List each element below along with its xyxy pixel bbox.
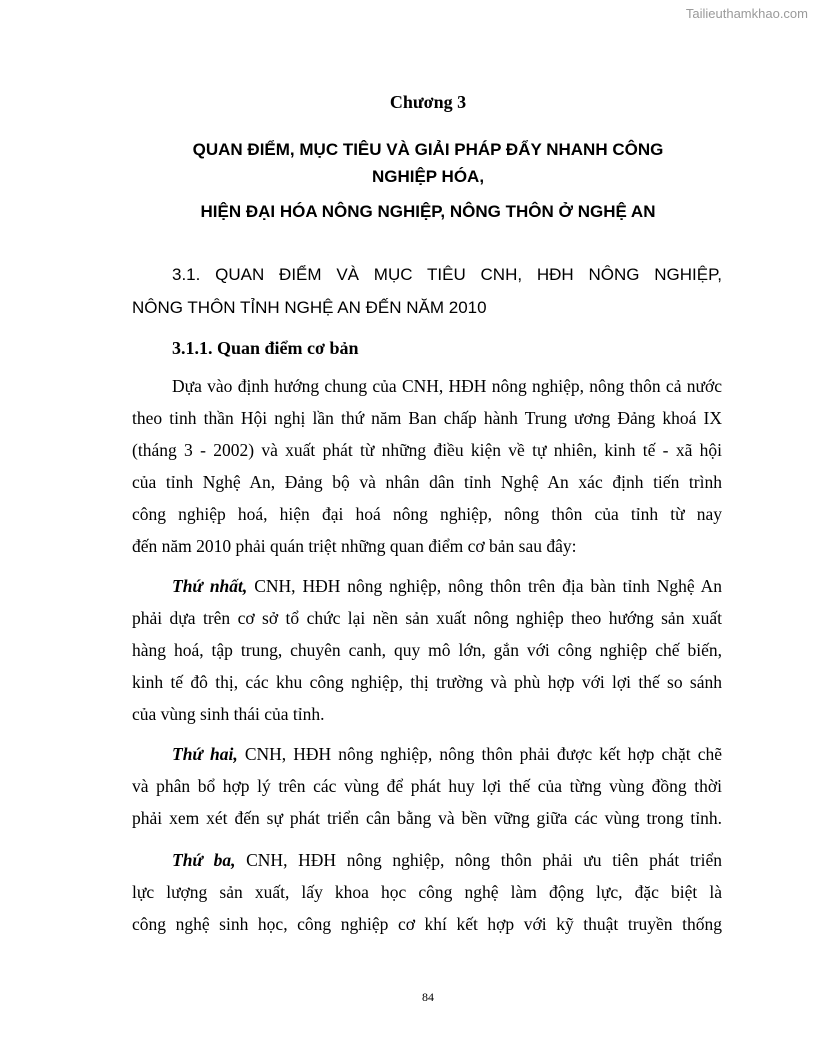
paragraph-line: theo tinh thần Hội nghị lần thứ năm Ban chấp hành Trung ương Đảng khoá IX	[132, 408, 722, 428]
paragraph-line: lực lượng sản xuất, lấy khoa học công nghệ làm động lực, đặc biệt là	[132, 882, 722, 902]
chapter-title-line: QUAN ĐIỂM, MỤC TIÊU VÀ GIẢI PHÁP ĐẨY NHANH CÔNG	[192, 140, 664, 159]
chapter-heading: Chương 3	[389, 92, 467, 112]
chapter-title-line: HIỆN ĐẠI HÓA NÔNG NGHIỆP, NÔNG THÔN Ở NGHỆ AN	[200, 202, 656, 221]
subsection-heading: 3.1.1. Quan điểm cơ bản	[172, 338, 359, 358]
paragraph-first-line	[172, 576, 722, 597]
paragraph-line: phải dựa trên cơ sở tổ chức lại nền sản xuất nông nghiệp theo hướng sản xuất	[132, 608, 722, 628]
paragraph-line: Dựa vào định hướng chung của CNH, HĐH nông nghiệp, nông thôn cả nước	[172, 376, 722, 396]
paragraph-line: công nghiệp hoá, hiện đại hoá nông nghiệp, nông thôn của tỉnh từ nay	[132, 504, 722, 524]
page-number: 84	[422, 990, 434, 1004]
paragraph-line: kinh tế đô thị, các khu công nghiệp, thị trường và phù hợp với lợi thế so sánh	[132, 672, 722, 692]
paragraph-line: hàng hoá, tập trung, chuyên canh, quy mô lớn, gắn với công nghiệp chế biến,	[132, 640, 722, 660]
paragraph-lead: Thứ nhất,	[172, 576, 248, 596]
watermark: Tailieuthamkhao.com	[685, 6, 808, 21]
section-heading-line: 3.1. QUAN ĐIỂM VÀ MỤC TIÊU CNH, HĐH NÔNG NGHIỆP,	[172, 265, 722, 284]
paragraph-first-line	[172, 744, 722, 765]
paragraph-lead: Thứ ba,	[172, 850, 236, 870]
section-heading-line: NÔNG THÔN TỈNH NGHỆ AN ĐẾN NĂM 2010	[132, 298, 487, 317]
paragraph-line: của vùng sinh thái của tỉnh.	[132, 704, 325, 724]
paragraph-line: của tỉnh Nghệ An, Đảng bộ và nhân dân tỉnh Nghệ An xác định tiến trình	[132, 472, 722, 492]
paragraph-first-line	[172, 850, 722, 871]
paragraph-line: công nghệ sinh học, công nghiệp cơ khí kết hợp với kỹ thuật truyền thống	[132, 914, 722, 934]
paragraph-text: CNH, HĐH nông nghiệp, nông thôn phải ưu tiên phát triển	[246, 850, 722, 870]
paragraph-line: và phân bổ hợp lý trên các vùng để phát huy lợi thế của từng vùng đồng thời	[132, 776, 722, 796]
paragraph-lead: Thứ hai,	[172, 744, 238, 764]
chapter-title-line: NGHIỆP HÓA,	[371, 167, 485, 186]
paragraph-text: CNH, HĐH nông nghiệp, nông thôn phải được kết hợp chặt chẽ	[244, 744, 723, 764]
paragraph-line: đến năm 2010 phải quán triệt những quan điểm cơ bản sau đây:	[132, 536, 577, 556]
paragraph-line: (tháng 3 - 2002) và xuất phát từ những điều kiện về tự nhiên, kinh tế - xã hội	[132, 440, 722, 460]
paragraph-line: phải xem xét đến sự phát triển cân bằng và bền vững giữa các vùng trong tỉnh.	[132, 808, 722, 828]
paragraph-text: CNH, HĐH nông nghiệp, nông thôn trên địa bàn tỉnh Nghệ An	[254, 576, 723, 596]
